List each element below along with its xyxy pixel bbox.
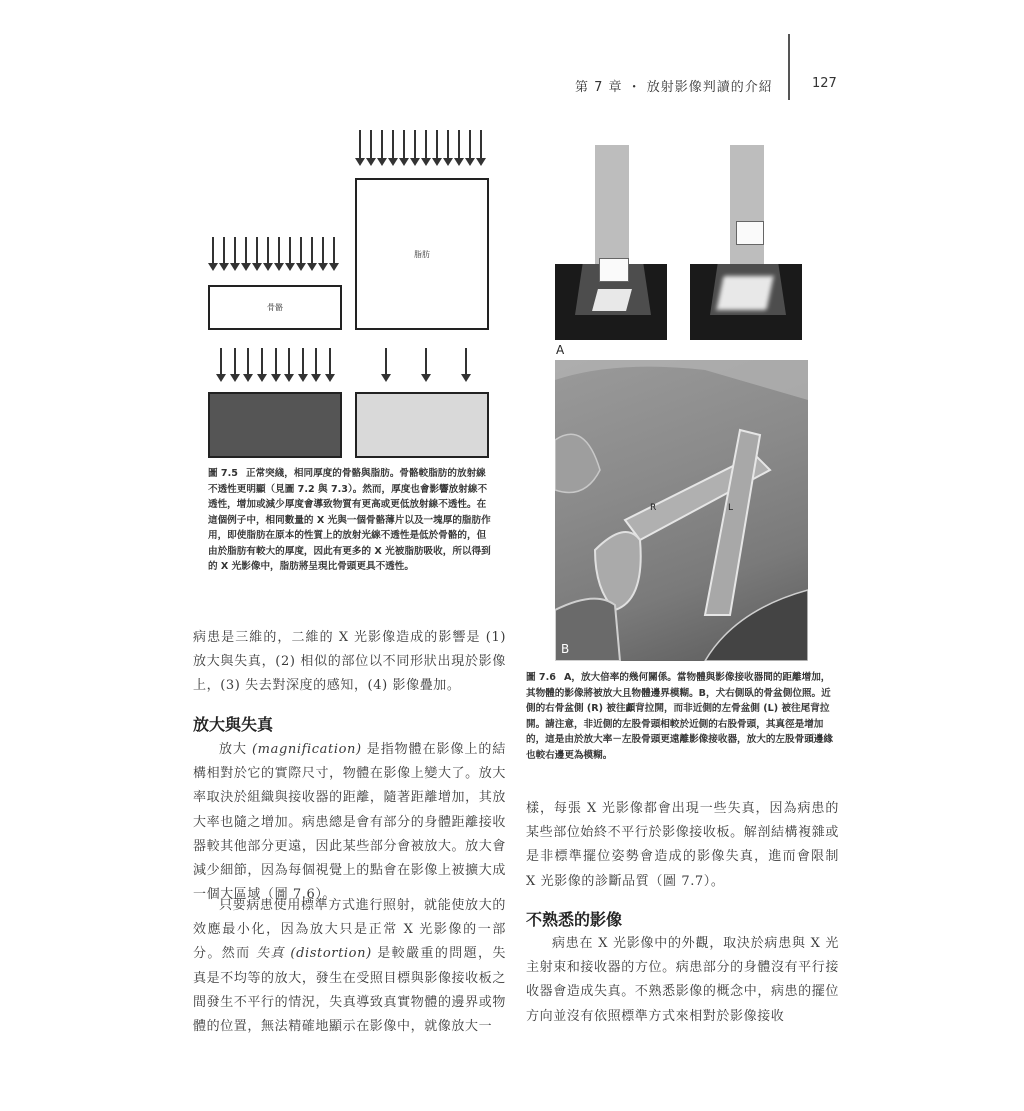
fat-label: 脂肪 [414, 249, 430, 259]
running-header: 第 7 章 ・ 放射影像判讀的介紹 [575, 80, 773, 95]
magnified-blurred-shadow [716, 276, 773, 310]
panel-a-label: A [556, 343, 565, 357]
paragraph-text: 是較嚴重的問題，失真是不均等的放大，發生在受照目標與影像接收板之間發生不平行的情況，失真導致真實物體的邊界或物體的位置，無法精確地顯示在影像中，就像放大一 [193, 946, 507, 1035]
magnification-paragraph [193, 738, 506, 907]
caption-text: A，放大倍率的幾何關係。當物體與影像接收器間的距離增加，其物體的影像將被放大且物體邊界模糊。B，犬右側臥的骨盆側位照。近側的右骨盆側 (R) 被往顱背拉開，而非近側的左骨盆側 (L) 被往尾背拉開。請注意，非近側的左股骨頭相較於近側的右股骨頭，其真徑是增加的，這是由於放大率－左股骨頭更遠離影像接收器，放大的左股骨頭邊緣也較右邊更為模糊。 [526, 672, 833, 761]
object-cube [599, 258, 629, 282]
term-magnification: 放大 [219, 742, 247, 757]
bone-label: 骨骼 [267, 303, 283, 312]
object-shadow [592, 289, 632, 311]
figure-label: 圖 7.5 [208, 468, 238, 479]
figure-7-6-caption [526, 670, 836, 763]
header-divider [788, 34, 790, 100]
figure-7-6-panel-b-radiograph [555, 360, 808, 661]
paragraph-text: 只要病患使用標準方式進行照射，就能使放大的效應最小化，因為放大只是正常 X 光影像的一部分。然而 [193, 898, 506, 962]
page-number: 127 [812, 76, 837, 91]
figure-7-6-panel-a [555, 145, 805, 345]
panel-b-label: B [561, 642, 570, 656]
xray-label-left: L [728, 503, 734, 513]
bone-result-image [208, 392, 342, 458]
xray-label-right: R [650, 503, 657, 513]
term-magnification-en: (magnification) [252, 742, 362, 757]
figure-7-5-caption [208, 466, 494, 575]
caption-text: 正常突綫，相同厚度的骨骼與脂肪。骨骼較脂肪的放射線不透性更明顯（見圖 7.2 與 7.3）。然而，厚度也會影響放射線不透性，增加或減少厚度會導致物質有更高或更低放射線不透性。在這個例子中，相同數量的 X 光與一個骨骼薄片以及一塊厚的脂肪作用，即使脂肪在原本的性質上的放射光線不透性是低於骨骼的，但由於脂肪有較大的厚度，因此有更多的 X 光被脂肪吸收，所以得到的 X 光影像中，脂肪將呈現比骨頭更具不透性。 [208, 468, 491, 572]
fat-result-image [355, 392, 489, 458]
bone-block [208, 285, 342, 330]
radiograph-bones [555, 360, 808, 661]
object-cube [736, 221, 764, 245]
term-distortion: 失真 [256, 946, 285, 962]
intro-paragraph: 病患是三維的，二維的 X 光影像造成的影響是 (1) 放大與失真，(2) 相似的部位以不同形狀出現於影像上，(3) 失去對深度的感知，(4) 影像疊加。 [193, 630, 506, 694]
figure-label: 圖 7.6 [526, 672, 556, 683]
fat-block [355, 178, 489, 330]
distortion-paragraph [193, 894, 506, 1039]
paragraph-text: 是指物體在影像上的結構相對於它的實際尺寸，物體在影像上變大了。放大率取決於組織與接收器的距離，隨著距離增加，其放大率也隨之增加。病患總是會有部分的身體距離接收器較其他部分更遠，因此某些部分會被放大。放大會減少細節，因為每個視覺上的點會在影像上被擴大成一個大區域（圖 7.6）。 [193, 742, 506, 903]
section-heading-unfamiliar-images: 不熟悉的影像 [526, 910, 623, 929]
section-heading-magnification: 放大與失真 [193, 715, 274, 734]
unfamiliar-images-paragraph: 病患在 X 光影像中的外觀，取決於病患與 X 光主射束和接收器的方位。病患部分的身體沒有平行接收器會造成失真。不熟悉影像的概念中，病患的擺位方向並沒有依照標準方式來相對於影像接收 [526, 936, 839, 1024]
term-distortion-en: (distortion) [290, 946, 372, 962]
continued-paragraph: 樣，每張 X 光影像都會出現一些失真，因為病患的某些部位始終不平行於影像接收板。解剖結構複雜或是非標準擺位姿勢會造成的影像失真，進而會限制 X 光影像的診斷品質（圖 7.7）。 [526, 801, 839, 889]
